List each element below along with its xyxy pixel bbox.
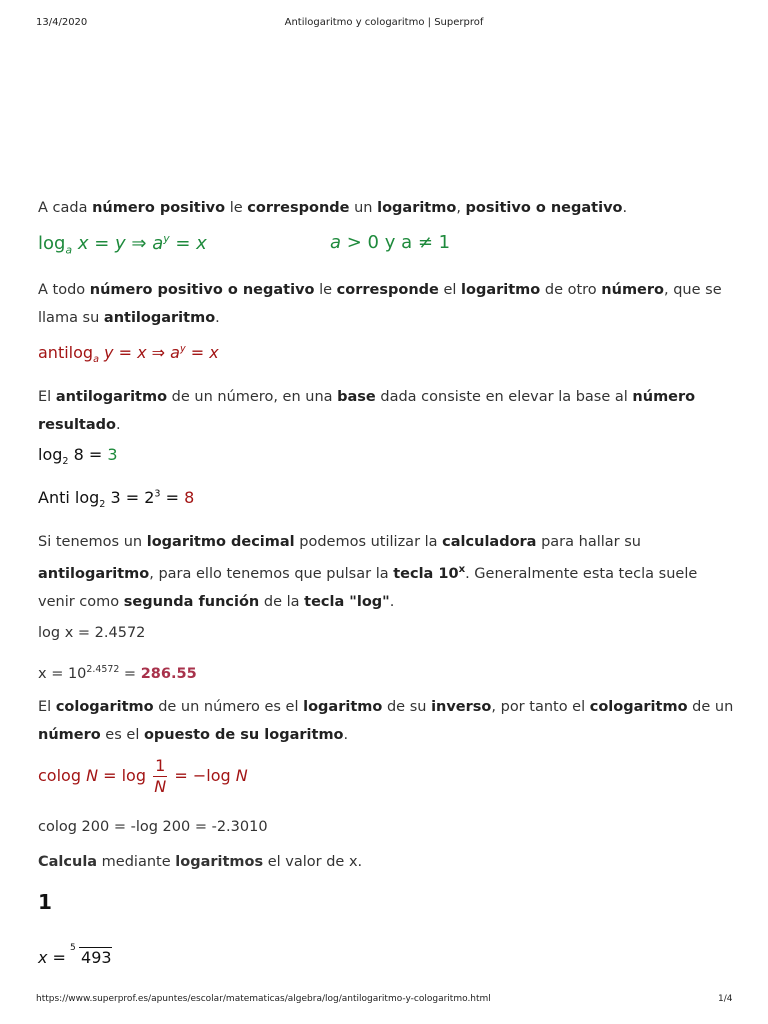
formula-antilog-definition: antilog$_a$ y = x ⇒ $a^y = x$	[38, 343, 219, 366]
formula-exercise-root: x = 5 493	[38, 943, 112, 967]
print-date: 13/4/2020	[36, 17, 88, 28]
formula-antilog2-example: Anti $\log_2 3 = 2^3 = 8$	[38, 488, 195, 511]
source-url: https://www.superprof.es/apuntes/escolar/matematicas/algebra/log/antilogaritmo-y-cologaritmo.html	[36, 994, 491, 1004]
line-colog-example: colog 200 = -log 200 = -2.3010	[38, 819, 268, 835]
paragraph-calculator: Si tenemos un logaritmo decimal podemos utilizar la calculadora para hallar su antilogaritmo, para ello tenemos que pulsar la tecla 10$^x$. Generalmente esta tecla suele venir como segunda función de la tecla "log".	[38, 534, 698, 610]
line-log-value: log x = 2.4572	[38, 625, 146, 641]
paragraph-cologarithm-definition: El cologaritmo de un número es el logaritmo de su inverso, por tanto el cologaritmo de un número es el opuesto de su logaritmo.	[38, 699, 734, 743]
formula-log-definition: $\log_a x = y$ ⇒ $a^y = x$	[38, 232, 207, 257]
document-title: Antilogaritmo y cologaritmo | Superprof	[284, 17, 484, 28]
exercise-number: 1	[38, 890, 52, 914]
formula-log2-example: $\log_2 8 = 3$	[38, 445, 118, 468]
paragraph-antilog-explanation: El antilogaritmo de un número, en una base dada consiste en elevar la base al número resultado.	[38, 389, 696, 433]
formula-cologarithm: colog N = log $\frac{1}{N}$ = −log N	[38, 756, 248, 796]
formula-log-condition: a > 0 y a ≠ 1	[330, 232, 451, 253]
line-antilog-result: $x = 10^{2.4572} = 286.55$	[38, 664, 197, 682]
paragraph-antilog-definition: A todo número positivo o negativo le corresponde el logaritmo de otro número, que se llama su antilogaritmo.	[38, 282, 722, 326]
page-number: 1/4	[718, 994, 733, 1004]
paragraph-logarithm-definition: A cada número positivo le corresponde un logaritmo, positivo o negativo.	[38, 200, 628, 216]
paragraph-exercise-intro: Calcula mediante logaritmos el valor de x.	[38, 854, 363, 870]
